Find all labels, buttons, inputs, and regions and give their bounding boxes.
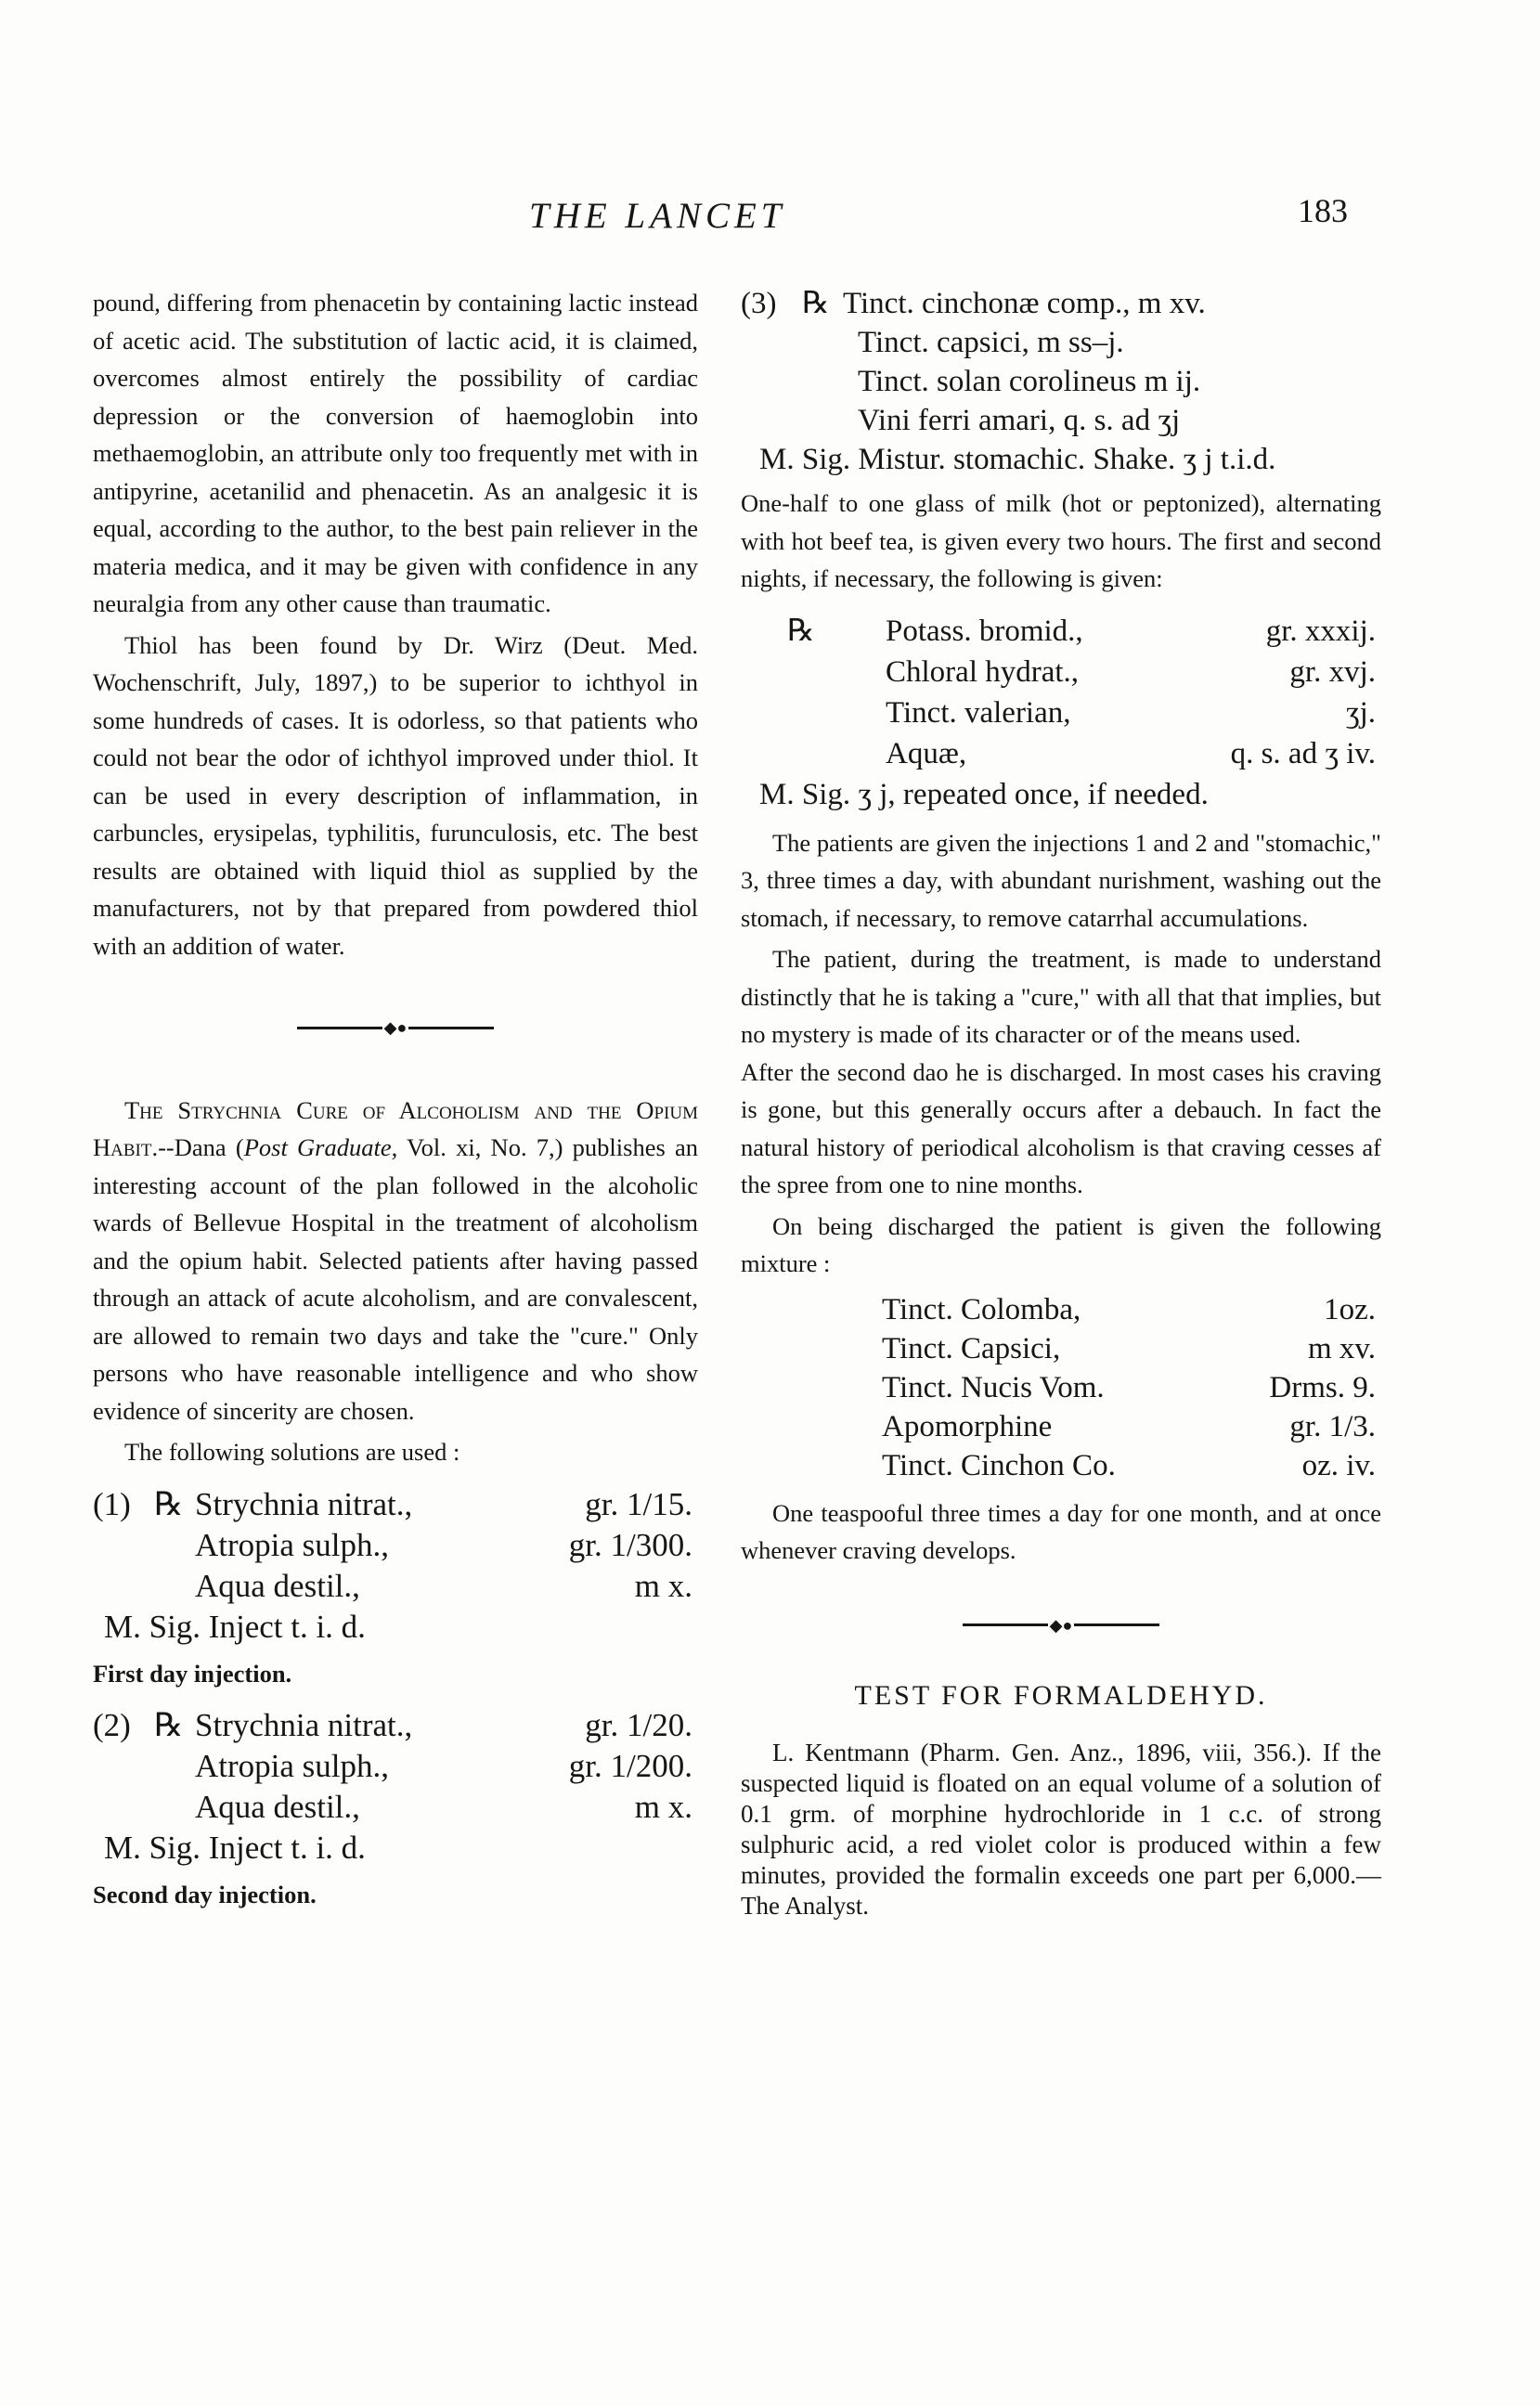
rx-line bbox=[741, 611, 1381, 652]
ingredient-dose: gr. 1/200. bbox=[568, 1748, 692, 1784]
ingredient-name: Strychnia nitrat., bbox=[195, 1485, 413, 1522]
discharge-mixture bbox=[741, 1290, 1381, 1485]
ingredient-dose: q. s. ad ʒ iv. bbox=[1230, 736, 1376, 770]
prescription-1 bbox=[93, 1484, 698, 1648]
ingredient-dose: gr. 1/15. bbox=[585, 1485, 692, 1522]
ingredient-line: Vini ferri amari, q. s. ad ʒj bbox=[858, 404, 1181, 437]
section-author: --Dana ( bbox=[158, 1133, 244, 1161]
ingredient-name: Atropia sulph., bbox=[195, 1526, 390, 1563]
prescription-3 bbox=[741, 284, 1381, 479]
rx-line bbox=[93, 1484, 698, 1525]
paragraph-patient: The patient, during the treatment, is made to understand distinctly that he is taking a "cure," with all that that implies, but no mystery is made of its character or of the means used. bbox=[741, 945, 1381, 1048]
ingredient-name: Tinct. Cinchon Co. bbox=[882, 1448, 1116, 1482]
right-column bbox=[741, 284, 1381, 1921]
rx-note: Second day injection. bbox=[93, 1881, 317, 1908]
ingredient-name: Strychnia nitrat., bbox=[195, 1707, 413, 1743]
ingredient-dose: gr. xvj. bbox=[1289, 654, 1376, 689]
rx-signature: M. Sig. Inject t. i. d. bbox=[104, 1830, 366, 1866]
ingredient-dose: Drms. 9. bbox=[1269, 1370, 1376, 1404]
ingredient-dose: gr. 1/300. bbox=[568, 1526, 692, 1563]
paragraph-milk: One-half to one glass of milk (hot or peptonized), alternating with hot beef tea, is given every two hours. The first and second nights, if necessary, the following is given: bbox=[741, 489, 1381, 592]
paragraph-discharge: On being discharged the patient is given the following mixture : bbox=[741, 1211, 1381, 1277]
ingredient-dose: gr. xxxij. bbox=[1265, 614, 1376, 648]
ingredient-dose: gr. 1/20. bbox=[585, 1707, 692, 1743]
ingredient-name: Aqua destil., bbox=[195, 1789, 360, 1825]
paragraph-strychnia-cure bbox=[93, 1092, 698, 1430]
ingredient-line: Tinct. cinchonæ comp., m xv. bbox=[843, 287, 1206, 320]
mixture-line bbox=[882, 1446, 1381, 1485]
rx-line bbox=[93, 1746, 698, 1787]
rx-number: (2) bbox=[93, 1707, 131, 1743]
section-divider: ◆● bbox=[93, 1009, 698, 1047]
left-column bbox=[93, 284, 698, 1914]
ingredient-dose: ʒj. bbox=[1345, 695, 1376, 730]
section-body: Vol. xi, No. 7,) publishes an interesting account of the plan followed in the alcoholic wards of Bellevue Hospital in the treatment of alcoholism and the opium habit. Selected patients after having passed through an attack of acute alcoholism, and are convalescent, are allowed to remain two days and take the "cure." Only persons who have reasonable intelligence and who show evidence of sincerity are chosen. bbox=[93, 1133, 699, 1425]
mixture-line bbox=[882, 1290, 1381, 1329]
paragraph-teaspoon: One teaspooful three times a day for one month, and at once whenever craving develops. bbox=[741, 1498, 1381, 1564]
ingredient-name: Tinct. Nucis Vom. bbox=[882, 1370, 1105, 1404]
rx-number: (1) bbox=[93, 1485, 131, 1522]
recipe-symbol: ℞ bbox=[154, 1485, 184, 1522]
mixture-line bbox=[882, 1329, 1381, 1368]
rx-number: (3) bbox=[741, 287, 777, 320]
paragraph-after: After the second dao he is discharged. In most cases his craving is gone, but this generally occurs after a debauch. In fact the natural history of periodical alcoholism is that craving cesses af the spree from one to nine months. bbox=[741, 1057, 1381, 1198]
rx-line bbox=[93, 1705, 698, 1746]
ingredient-dose: oz. iv. bbox=[1301, 1448, 1376, 1482]
recipe-symbol: ℞ bbox=[802, 287, 830, 320]
paragraph-thiol: Thiol has been found by Dr. Wirz (Deut. Med. Wochenschrift, July, 1897,) to be superior to ichthyol in some hundreds of cases. It is odorless, so that patients who could not bear the odor of ichthyol improved under thiol. It can be used in every description of inflammation, in carbuncles, erysipelas, typhilitis, furunculosis, etc. The best results are obtained with liquid thiol as supplied by the manufacturers, not by that prepared from powdered thiol with an addition of water. bbox=[93, 630, 698, 960]
rx-line bbox=[93, 1525, 698, 1566]
section-journal: Post Graduate, bbox=[243, 1133, 398, 1161]
ingredient-dose: m xv. bbox=[1307, 1331, 1376, 1365]
rx-line bbox=[741, 733, 1381, 774]
mixture-line bbox=[882, 1368, 1381, 1407]
ingredient-dose: m x. bbox=[634, 1567, 692, 1604]
rx-note: First day injection. bbox=[93, 1659, 292, 1688]
rx-signature: M. Sig. ʒ j, repeated once, if needed. bbox=[759, 777, 1209, 811]
ingredient-name: Apomorphine bbox=[882, 1409, 1053, 1443]
paragraph-phenacetin: pound, differing from phenacetin by containing lactic instead of acetic acid. The substitution of lactic acid, it is claimed, overcomes almost entirely the possibility of cardiac depression or the conversion of haemoglobin into methaemoglobin, an attribute only too frequently met with in antipyrine, acetanilid and phenacetin. As an analgesic it is equal, according to the author, to the best pain reliever in the materia medica, and it may be given with confidence in any neuralgia from any other cause than traumatic. bbox=[93, 289, 698, 617]
rx-signature: M. Sig. Inject t. i. d. bbox=[104, 1608, 366, 1645]
section-divider: ◆● bbox=[741, 1607, 1381, 1645]
ingredient-dose: m x. bbox=[634, 1789, 692, 1825]
page-number: 183 bbox=[1298, 192, 1348, 229]
solutions-intro: The following solutions are used : bbox=[124, 1438, 460, 1466]
ingredient-dose: gr. 1/3. bbox=[1289, 1409, 1376, 1443]
prescription-4 bbox=[741, 611, 1381, 815]
section-heading: TEST FOR FORMALDEHYD. bbox=[854, 1680, 1268, 1711]
ingredient-name: Atropia sulph., bbox=[195, 1748, 390, 1784]
rx-line bbox=[741, 692, 1381, 733]
ingredient-line: Tinct. solan corolineus m ij. bbox=[858, 365, 1201, 398]
rx-signature: M. Sig. Mistur. stomachic. Shake. ʒ j t.i.d. bbox=[759, 443, 1276, 476]
section-title: The Strychnia Cure of Alcoholism and the Opium Habit. bbox=[93, 1095, 698, 1161]
ingredient-name: Tinct. Capsici, bbox=[882, 1331, 1061, 1365]
mixture-line bbox=[882, 1407, 1381, 1446]
ingredient-dose: 1oz. bbox=[1324, 1292, 1376, 1326]
ingredient-name: Potass. bromid., bbox=[886, 614, 1083, 648]
ingredient-name: Aquæ, bbox=[886, 736, 967, 770]
rx-line bbox=[93, 1566, 698, 1607]
ingredient-name: Aqua destil., bbox=[195, 1567, 360, 1604]
ingredient-name: Chloral hydrat., bbox=[886, 654, 1080, 689]
ingredient-name: Tinct. Colomba, bbox=[882, 1292, 1081, 1326]
rx-line bbox=[741, 652, 1381, 692]
ingredient-name: Tinct. valerian, bbox=[886, 695, 1071, 730]
prescription-2 bbox=[93, 1705, 698, 1869]
paragraph-formaldehyd-test: L. Kentmann (Pharm. Gen. Anz., 1896, viii, 356.). If the suspected liquid is floated on an equal volume of a solution of 0.1 grm. of morphine hydrochloride in 1 c.c. of strong sulphuric acid, a red violet color is produced within a few minutes, provided the formalin exceeds one part per 6,000.—The Analyst. bbox=[741, 1738, 1381, 1920]
running-title: THE LANCET bbox=[529, 196, 786, 236]
recipe-symbol: ℞ bbox=[787, 614, 815, 648]
paragraph-injections: The patients are given the injections 1 and 2 and "stomachic," 3, three times a day, with abundant nurishment, washing out the stomach, if necessary, to remove catarrhal accumulations. bbox=[741, 828, 1381, 932]
recipe-symbol: ℞ bbox=[154, 1707, 184, 1743]
ingredient-line: Tinct. capsici, m ss–j. bbox=[858, 326, 1124, 359]
rx-line bbox=[93, 1787, 698, 1828]
